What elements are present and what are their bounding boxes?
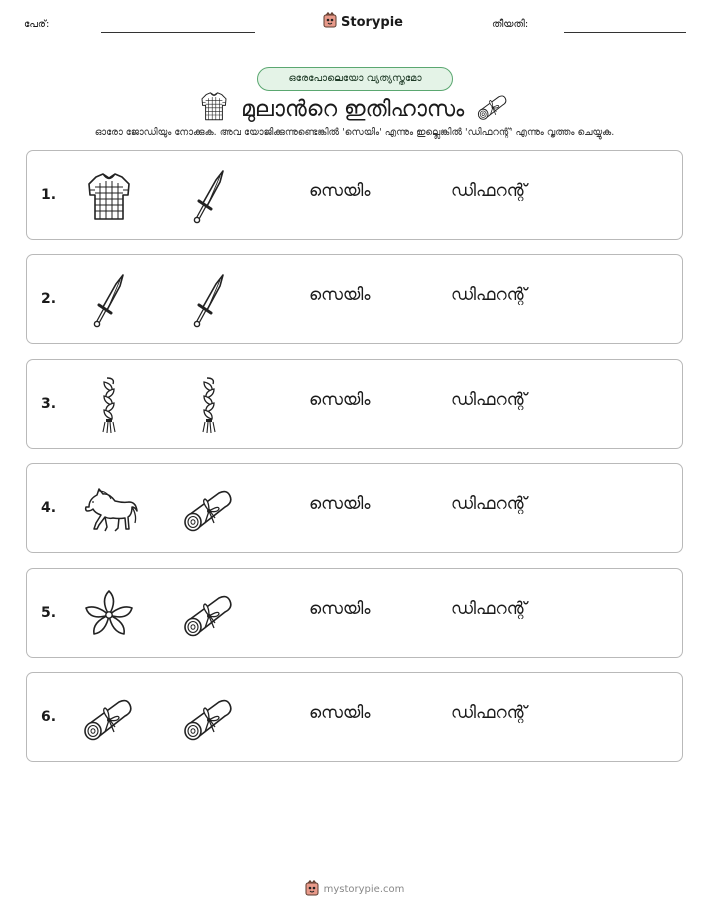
storypie-icon [323,12,337,32]
name-line[interactable] [101,32,255,33]
braid-icon [79,376,139,436]
armor-icon [199,91,229,128]
scroll-icon [79,689,139,749]
option-different[interactable]: ഡിഫറന്റ് [451,181,527,201]
question-row [26,254,683,344]
sword-icon [179,167,239,227]
question-number: 4. [41,500,57,517]
footer [0,880,709,899]
scroll-icon [179,585,239,645]
option-same[interactable]: സെയിം [309,181,371,201]
brand-logo [323,12,403,32]
option-different[interactable]: ഡിഫറന്റ് [451,389,527,410]
scroll-icon [179,689,239,749]
armor-icon [79,167,139,227]
instructions: ഓരോ ജോഡിയും നോക്കുക. അവ യോജിക്കുന്നുണ്ടെങ്കിൽ 'സെയിം' എന്നും ഇല്ലെങ്കിൽ 'ഡിഫറന്റ്' എന്നും വൃത്തം ചെയ്യുക. [94,127,615,138]
date-line[interactable] [564,32,686,33]
question-number: 6. [41,709,57,725]
brand-name: Storypie [341,14,403,30]
option-different[interactable]: ഡിഫറന്റ് [451,703,527,723]
question-row [26,150,683,240]
question-row [26,359,683,449]
name-label: പേര്: [24,19,50,30]
question-number: 5. [41,604,57,621]
sword-icon [79,271,139,331]
page-title: മുലാൻറെ ഇതിഹാസം [241,97,465,123]
option-same[interactable]: സെയിം [309,598,371,619]
title-container [0,91,709,128]
option-same[interactable]: സെയിം [309,389,371,410]
option-different[interactable]: ഡിഫറന്റ് [451,285,527,306]
option-different[interactable]: ഡിഫറന്റ് [451,598,527,619]
question-number: 3. [41,395,57,412]
question-row [26,672,683,762]
option-same[interactable]: സെയിം [309,494,371,515]
flower-icon [79,585,139,645]
option-same[interactable]: സെയിം [309,703,371,723]
question-row [26,463,683,553]
horse-icon [79,480,139,540]
option-different[interactable]: ഡിഫറന്റ് [451,494,527,515]
worksheet-type-badge: ഒരേപോലെയോ വ്യത്യസ്തമോ [257,67,453,91]
date-label: തീയതി: [492,19,529,30]
option-same[interactable]: സെയിം [309,285,371,306]
scroll-icon [179,480,239,540]
scroll-icon [476,92,510,128]
footer-url: mystorypie.com [323,884,405,895]
braid-icon [179,376,239,436]
question-number: 2. [41,291,57,308]
question-number: 1. [41,187,57,203]
sword-icon [179,271,239,331]
storypie-icon [305,880,319,899]
question-row [26,568,683,658]
